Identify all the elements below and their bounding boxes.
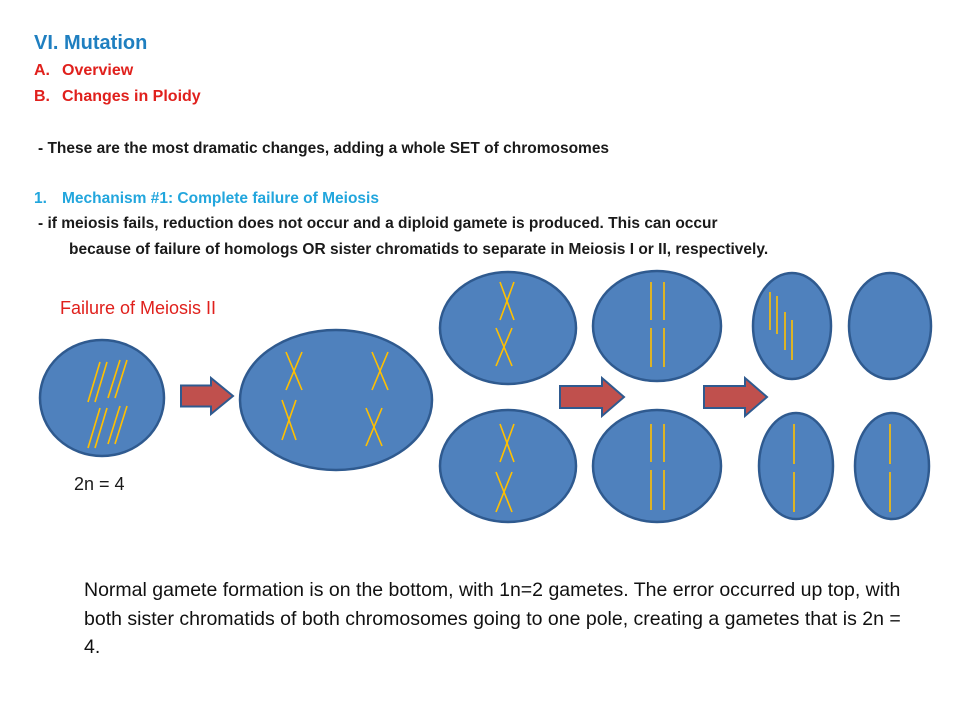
bottom-cell-normal [440, 410, 576, 522]
top-cell-failure [440, 272, 576, 384]
diagram-label: Failure of Meiosis II [60, 298, 217, 318]
empty-gamete-cell [849, 273, 931, 379]
meiosis-i-cell [240, 330, 432, 470]
top-cell-anaphase-ii [593, 271, 721, 381]
caption: Normal gamete formation is on the bottom, with 1n=2 gametes. The error occurred up top, with both sister chromatids of both chromosomes going to one pole, creating a gametes that is 2n = 4. [84, 579, 901, 658]
outline-label: Overview [62, 62, 134, 79]
haploid-gamete-cell [855, 413, 929, 519]
arrow-right-icon [704, 378, 767, 416]
haploid-gamete-cell [759, 413, 833, 519]
mechanism-label: Mechanism #1: Complete failure of Meiosis [62, 190, 379, 207]
starting-cell [40, 340, 164, 456]
page-title: VI. Mutation [34, 32, 148, 54]
bottom-cell-anaphase-ii [593, 410, 721, 522]
arrow-right-icon [560, 378, 624, 416]
explanation-line-2: because of failure of homologs OR sister chromatids to separate in Meiosis I or II, respectively. [69, 241, 769, 258]
mechanism-marker: 1. [34, 190, 47, 207]
explanation-line-1: - if meiosis fails, reduction does not occur and a diploid gamete is produced. This can occur [38, 215, 718, 232]
outline-marker: B. [34, 88, 50, 105]
intro-text: - These are the most dramatic changes, adding a whole SET of chromosomes [38, 140, 610, 157]
ploidy-label: 2n = 4 [74, 474, 125, 494]
arrow-right-icon [181, 378, 233, 414]
outline-label: Changes in Ploidy [62, 88, 201, 105]
outline-marker: A. [34, 62, 50, 79]
